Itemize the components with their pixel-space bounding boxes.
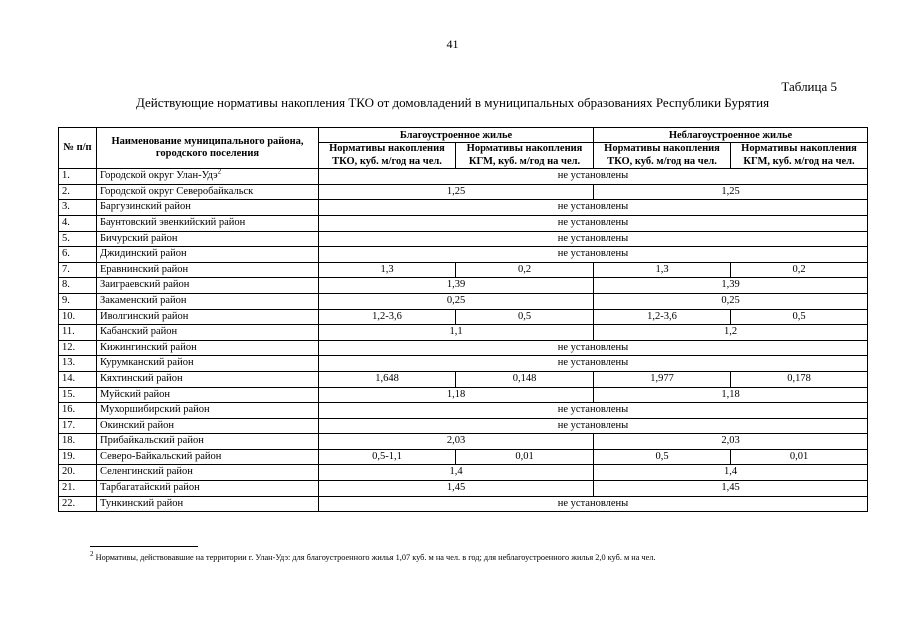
row-name: Муйский район [97, 387, 319, 403]
footnote-ref: 2 [217, 167, 222, 176]
row-number: 21. [59, 481, 97, 497]
table-label: Таблица 5 [781, 79, 837, 94]
row-value-all: не установлены [319, 403, 868, 419]
row-value-good: 1,25 [319, 184, 594, 200]
row-value-all: не установлены [319, 418, 868, 434]
table-row [59, 262, 868, 278]
row-value-bad-tko: 1,2-3,6 [594, 309, 731, 325]
table-row [59, 247, 868, 263]
header-group-good: Благоустроенное жилье [319, 128, 594, 143]
row-name: Баргузинский район [97, 200, 319, 216]
row-value-good-tko: 1,3 [319, 262, 456, 278]
table-row [59, 403, 868, 419]
table-row [59, 169, 868, 185]
row-number: 11. [59, 325, 97, 341]
row-number: 7. [59, 262, 97, 278]
table-row [59, 309, 868, 325]
row-value-all: не установлены [319, 340, 868, 356]
row-name: Закаменский район [97, 293, 319, 309]
row-value-good: 1,45 [319, 481, 594, 497]
table-row [59, 278, 868, 294]
row-value-bad-kgm: 0,2 [731, 262, 868, 278]
table-row [59, 371, 868, 387]
table-row [59, 340, 868, 356]
header-group-bad: Неблагоустроенное жилье [594, 128, 868, 143]
row-number: 3. [59, 200, 97, 216]
row-number: 5. [59, 231, 97, 247]
header-good-kgm: Нормативы накопления КГМ, куб. м/год на чел. [456, 143, 594, 169]
row-name: Кижингинский район [97, 340, 319, 356]
row-value-good-kgm: 0,01 [456, 449, 594, 465]
row-value-good-kgm: 0,5 [456, 309, 594, 325]
row-value-good-tko: 1,2-3,6 [319, 309, 456, 325]
row-name: Еравнинский район [97, 262, 319, 278]
norms-table [58, 127, 868, 512]
row-value-all: не установлены [319, 496, 868, 512]
footnote-marker: 2 [90, 550, 94, 559]
table-row [59, 387, 868, 403]
row-name: Северо-Байкальский район [97, 449, 319, 465]
row-value-all: не установлены [319, 231, 868, 247]
row-name: Курумканский район [97, 356, 319, 372]
row-value-bad-kgm: 0,01 [731, 449, 868, 465]
table-row [59, 293, 868, 309]
row-value-good-kgm: 0,2 [456, 262, 594, 278]
row-name: Тарбагатайский район [97, 481, 319, 497]
header-good-tko: Нормативы накопления ТКО, куб. м/год на чел. [319, 143, 456, 169]
row-value-good: 2,03 [319, 434, 594, 450]
row-value-bad-tko: 0,5 [594, 449, 731, 465]
row-name [97, 169, 319, 185]
footnote-divider [90, 546, 198, 547]
row-number: 14. [59, 371, 97, 387]
row-number: 20. [59, 465, 97, 481]
page-number: 41 [446, 37, 459, 51]
row-name: Селенгинский район [97, 465, 319, 481]
row-value-bad: 2,03 [594, 434, 868, 450]
table-row [59, 434, 868, 450]
row-value-all: не установлены [319, 247, 868, 263]
row-value-bad-kgm: 0,5 [731, 309, 868, 325]
table-row [59, 325, 868, 341]
row-value-good: 1,1 [319, 325, 594, 341]
row-number: 13. [59, 356, 97, 372]
table-row [59, 418, 868, 434]
row-value-good: 1,4 [319, 465, 594, 481]
row-number: 10. [59, 309, 97, 325]
row-number: 22. [59, 496, 97, 512]
table-row [59, 496, 868, 512]
row-name-text: Городской округ Улан-Удэ [100, 170, 218, 182]
row-value-bad-tko: 1,3 [594, 262, 731, 278]
row-value-good-kgm: 0,148 [456, 371, 594, 387]
row-name: Городской округ Северобайкальск [97, 184, 319, 200]
row-number: 17. [59, 418, 97, 434]
row-name: Баунтовский эвенкийский район [97, 215, 319, 231]
row-number: 19. [59, 449, 97, 465]
row-name: Мухоршибирский район [97, 403, 319, 419]
table-row [59, 449, 868, 465]
row-name: Тункинский район [97, 496, 319, 512]
row-name: Джидинский район [97, 247, 319, 263]
table-row [59, 481, 868, 497]
table-row [59, 184, 868, 200]
table-row [59, 465, 868, 481]
row-value-good-tko: 0,5-1,1 [319, 449, 456, 465]
header-bad-tko: Нормативы накопления ТКО, куб. м/год на чел. [594, 143, 731, 169]
row-value-good-tko: 1,648 [319, 371, 456, 387]
row-value-bad: 0,25 [594, 293, 868, 309]
row-number: 15. [59, 387, 97, 403]
row-number: 12. [59, 340, 97, 356]
row-value-all: не установлены [319, 356, 868, 372]
row-number: 8. [59, 278, 97, 294]
row-name: Иволгинский район [97, 309, 319, 325]
row-name: Кяхтинский район [97, 371, 319, 387]
header-name: Наименование муниципального района, городского поселения [97, 128, 319, 169]
row-number: 9. [59, 293, 97, 309]
row-value-bad: 1,18 [594, 387, 868, 403]
table-row [59, 231, 868, 247]
row-name: Кабанский район [97, 325, 319, 341]
row-value-good: 1,18 [319, 387, 594, 403]
row-value-bad-tko: 1,977 [594, 371, 731, 387]
row-name: Бичурский район [97, 231, 319, 247]
row-value-bad: 1,39 [594, 278, 868, 294]
row-value-bad: 1,2 [594, 325, 868, 341]
row-value-bad: 1,45 [594, 481, 868, 497]
header-bad-kgm: Нормативы накопления КГМ, куб. м/год на чел. [731, 143, 868, 169]
row-number: 1. [59, 169, 97, 185]
table-row [59, 356, 868, 372]
row-value-good: 0,25 [319, 293, 594, 309]
table-row [59, 215, 868, 231]
row-name: Окинский район [97, 418, 319, 434]
row-value-all: не установлены [319, 169, 868, 185]
footnote [90, 550, 656, 562]
header-num: № п/п [59, 128, 97, 169]
row-value-bad: 1,4 [594, 465, 868, 481]
row-name: Прибайкальский район [97, 434, 319, 450]
footnote-text: Нормативы, действовавшие на территории г. Улан-Удэ: для благоустроенного жилья 1,07 куб. м на чел. в год; для неблагоустроенного жилья 2,0 куб. м на чел. [93, 553, 656, 562]
row-number: 6. [59, 247, 97, 263]
row-number: 18. [59, 434, 97, 450]
table-body [59, 169, 868, 512]
row-value-bad-kgm: 0,178 [731, 371, 868, 387]
row-number: 2. [59, 184, 97, 200]
row-name: Заиграевский район [97, 278, 319, 294]
row-number: 4. [59, 215, 97, 231]
row-value-all: не установлены [319, 200, 868, 216]
row-value-all: не установлены [319, 215, 868, 231]
row-number: 16. [59, 403, 97, 419]
row-value-good: 1,39 [319, 278, 594, 294]
table-row [59, 200, 868, 216]
table-title: Действующие нормативы накопления ТКО от домовладений в муниципальных образованиях Республики Бурятия [135, 95, 770, 110]
row-value-bad: 1,25 [594, 184, 868, 200]
